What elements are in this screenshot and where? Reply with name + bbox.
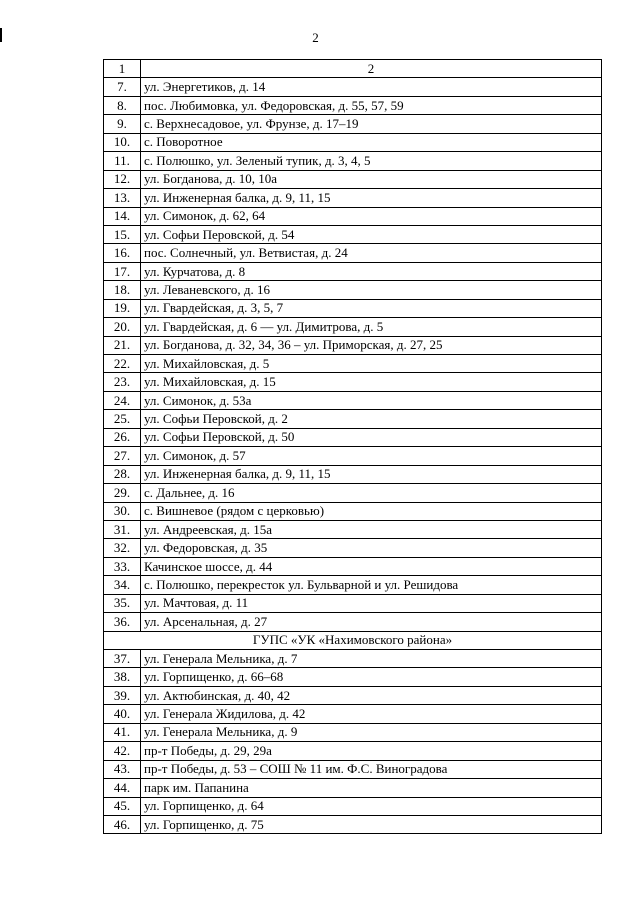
table-row bbox=[104, 299, 602, 317]
row-address: с. Дальнее, д. 16 bbox=[141, 484, 602, 502]
row-address: Качинское шоссе, д. 44 bbox=[141, 557, 602, 575]
row-address: с. Вишневое (рядом с церковью) bbox=[141, 502, 602, 520]
row-number: 40. bbox=[104, 705, 141, 723]
table-row bbox=[104, 428, 602, 446]
table-row bbox=[104, 373, 602, 391]
row-number: 26. bbox=[104, 428, 141, 446]
table-row bbox=[104, 262, 602, 280]
row-address: ул. Генерала Мельника, д. 7 bbox=[141, 650, 602, 668]
row-number: 42. bbox=[104, 742, 141, 760]
row-number: 24. bbox=[104, 391, 141, 409]
table-row bbox=[104, 281, 602, 299]
row-number: 9. bbox=[104, 115, 141, 133]
table-row bbox=[104, 686, 602, 704]
row-address: ул. Актюбинская, д. 40, 42 bbox=[141, 686, 602, 704]
row-address: пр-т Победы, д. 53 – СОШ № 11 им. Ф.С. Виноградова bbox=[141, 760, 602, 778]
table-row bbox=[104, 576, 602, 594]
table-row bbox=[104, 742, 602, 760]
table-row bbox=[104, 650, 602, 668]
row-address: ул. Энергетиков, д. 14 bbox=[141, 78, 602, 96]
row-number: 22. bbox=[104, 355, 141, 373]
table-row bbox=[104, 613, 602, 631]
row-number: 29. bbox=[104, 484, 141, 502]
table-row bbox=[104, 318, 602, 336]
table-row bbox=[104, 447, 602, 465]
row-address: парк им. Папанина bbox=[141, 779, 602, 797]
row-number: 39. bbox=[104, 686, 141, 704]
row-address: с. Полюшко, ул. Зеленый тупик, д. 3, 4, 5 bbox=[141, 152, 602, 170]
table-row bbox=[104, 336, 602, 354]
row-address: ул. Федоровская, д. 35 bbox=[141, 539, 602, 557]
row-number: 7. bbox=[104, 78, 141, 96]
row-address: ул. Софьи Перовской, д. 50 bbox=[141, 428, 602, 446]
row-address: ул. Горпищенко, д. 64 bbox=[141, 797, 602, 815]
row-number: 35. bbox=[104, 594, 141, 612]
table-row bbox=[104, 410, 602, 428]
row-address: ул. Симонок, д. 53а bbox=[141, 391, 602, 409]
row-number: 10. bbox=[104, 133, 141, 151]
row-address: ул. Симонок, д. 57 bbox=[141, 447, 602, 465]
row-address: с. Полюшко, перекресток ул. Бульварной и ул. Решидова bbox=[141, 576, 602, 594]
row-address: ул. Горпищенко, д. 66–68 bbox=[141, 668, 602, 686]
row-number: 17. bbox=[104, 262, 141, 280]
table-row bbox=[104, 355, 602, 373]
row-number: 27. bbox=[104, 447, 141, 465]
row-address: ул. Генерала Мельника, д. 9 bbox=[141, 723, 602, 741]
row-number: 43. bbox=[104, 760, 141, 778]
row-number: 23. bbox=[104, 373, 141, 391]
row-number: 25. bbox=[104, 410, 141, 428]
row-address: ул. Михайловская, д. 5 bbox=[141, 355, 602, 373]
row-number: 46. bbox=[104, 815, 141, 833]
row-address: ул. Богданова, д. 10, 10а bbox=[141, 170, 602, 188]
row-number: 15. bbox=[104, 225, 141, 243]
row-number: 38. bbox=[104, 668, 141, 686]
table-row bbox=[104, 539, 602, 557]
table-row bbox=[104, 484, 602, 502]
row-address: ул. Гвардейская, д. 6 — ул. Димитрова, д. 5 bbox=[141, 318, 602, 336]
table-row bbox=[104, 244, 602, 262]
row-address: ул. Арсенальная, д. 27 bbox=[141, 613, 602, 631]
row-address: ул. Софьи Перовской, д. 54 bbox=[141, 225, 602, 243]
table-row bbox=[104, 391, 602, 409]
row-number: 8. bbox=[104, 96, 141, 114]
table-row bbox=[104, 133, 602, 151]
row-number: 13. bbox=[104, 189, 141, 207]
table-row bbox=[104, 705, 602, 723]
table-row bbox=[104, 520, 602, 538]
table-row bbox=[104, 465, 602, 483]
row-address: ул. Софьи Перовской, д. 2 bbox=[141, 410, 602, 428]
row-address: пос. Любимовка, ул. Федоровская, д. 55, 57, 59 bbox=[141, 96, 602, 114]
row-address: ул. Гвардейская, д. 3, 5, 7 bbox=[141, 299, 602, 317]
table-row bbox=[104, 779, 602, 797]
table-row bbox=[104, 502, 602, 520]
row-number: 37. bbox=[104, 650, 141, 668]
header-col-number: 1 bbox=[104, 60, 141, 78]
row-number: 32. bbox=[104, 539, 141, 557]
row-number: 36. bbox=[104, 613, 141, 631]
row-address: ул. Генерала Жидилова, д. 42 bbox=[141, 705, 602, 723]
table-row bbox=[104, 170, 602, 188]
row-address: ул. Симонок, д. 62, 64 bbox=[141, 207, 602, 225]
row-address: с. Верхнесадовое, ул. Фрунзе, д. 17–19 bbox=[141, 115, 602, 133]
table-row bbox=[104, 96, 602, 114]
table-row bbox=[104, 797, 602, 815]
row-number: 12. bbox=[104, 170, 141, 188]
row-address: ул. Михайловская, д. 15 bbox=[141, 373, 602, 391]
row-address: пр-т Победы, д. 29, 29а bbox=[141, 742, 602, 760]
header-col-address: 2 bbox=[141, 60, 602, 78]
row-address: ул. Инженерная балка, д. 9, 11, 15 bbox=[141, 189, 602, 207]
row-number: 41. bbox=[104, 723, 141, 741]
section-title: ГУПС «УК «Нахимовского района» bbox=[104, 631, 602, 649]
row-number: 31. bbox=[104, 520, 141, 538]
row-address: ул. Мачтовая, д. 11 bbox=[141, 594, 602, 612]
row-number: 16. bbox=[104, 244, 141, 262]
row-address: ул. Андреевская, д. 15а bbox=[141, 520, 602, 538]
row-number: 19. bbox=[104, 299, 141, 317]
table-row bbox=[104, 152, 602, 170]
table-row bbox=[104, 189, 602, 207]
table-row bbox=[104, 668, 602, 686]
row-number: 21. bbox=[104, 336, 141, 354]
row-address: ул. Курчатова, д. 8 bbox=[141, 262, 602, 280]
row-number: 14. bbox=[104, 207, 141, 225]
table-row bbox=[104, 115, 602, 133]
row-number: 18. bbox=[104, 281, 141, 299]
row-address: ул. Богданова, д. 32, 34, 36 – ул. Приморская, д. 27, 25 bbox=[141, 336, 602, 354]
table-row bbox=[104, 815, 602, 833]
row-address: пос. Солнечный, ул. Ветвистая, д. 24 bbox=[141, 244, 602, 262]
page-number: 2 bbox=[312, 30, 319, 45]
row-number: 11. bbox=[104, 152, 141, 170]
row-number: 45. bbox=[104, 797, 141, 815]
address-table bbox=[103, 59, 602, 834]
table-row bbox=[104, 78, 602, 96]
row-address: ул. Горпищенко, д. 75 bbox=[141, 815, 602, 833]
row-number: 34. bbox=[104, 576, 141, 594]
row-number: 30. bbox=[104, 502, 141, 520]
row-address: с. Поворотное bbox=[141, 133, 602, 151]
row-number: 20. bbox=[104, 318, 141, 336]
section-row bbox=[104, 631, 602, 649]
row-address: ул. Леваневского, д. 16 bbox=[141, 281, 602, 299]
table-row bbox=[104, 594, 602, 612]
table-header-row bbox=[104, 60, 602, 78]
row-number: 28. bbox=[104, 465, 141, 483]
row-number: 44. bbox=[104, 779, 141, 797]
table-row bbox=[104, 760, 602, 778]
row-number: 33. bbox=[104, 557, 141, 575]
row-address: ул. Инженерная балка, д. 9, 11, 15 bbox=[141, 465, 602, 483]
table-row bbox=[104, 225, 602, 243]
table-row bbox=[104, 207, 602, 225]
table-row bbox=[104, 723, 602, 741]
table-row bbox=[104, 557, 602, 575]
